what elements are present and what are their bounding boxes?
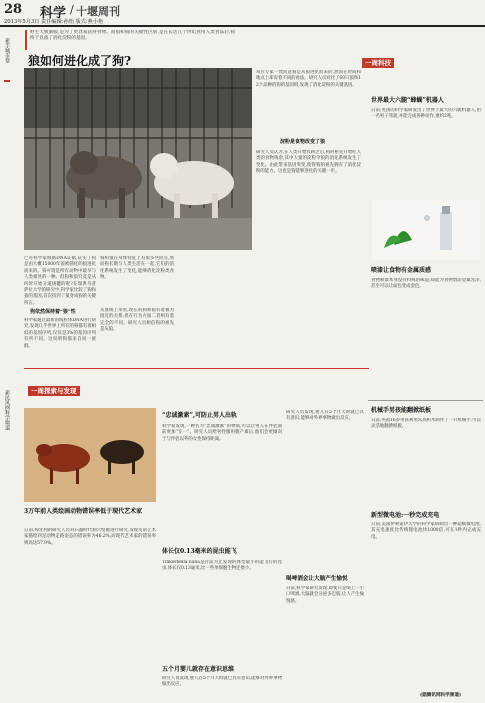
mid-banner-wrap <box>28 378 80 397</box>
right-headline-3: 机械手男孩能翻掀纸板 <box>371 407 432 414</box>
right-divider <box>368 400 483 401</box>
cave-painting <box>24 408 156 502</box>
main-col1-p1: 已有科学家根据DNA证据,证实了狗是由大概15000年前被驯化的狼进化而来的。狗可谓是所有动物中最早与人类相处的一种。但狗和狼究竟是从何时开始分道扬镳的呢?在瑞典乌普萨拉大学的研究中,科学家比较了狗和狼的基因,首次找到了狼变成狗的关键所在。 <box>24 256 96 306</box>
lower-headline-b: 体长仅0.13毫米的昆虫能飞 <box>162 548 237 555</box>
main-headline: 狼如何进化成了狗? <box>28 54 132 68</box>
main-col1-p2: 科学家通过最新的线粒体DNA进行研究,发现几乎世界上所有的狗都有着相似的基因序列,仅仅是3%的基因序列有所不同。这说明狗都来自同一族群。 <box>24 318 96 349</box>
dog-wolf-photo <box>24 68 252 250</box>
right-body-2: 食物喷漆本身没有特殊的味道,却能为食物增添金属光泽,甚至可以让面包变成金色。 <box>371 278 481 290</box>
main-subhead-2: 淀粉是食物改变了狼 <box>280 139 326 145</box>
right-body-4: 日前,美国伊利诺伊大学的科学家研制出一种超级微电池,其充电速度比传统锂电池快1000倍,可在1秒内完成充电。 <box>371 522 481 540</box>
right-headline-4: 新型微电池:一秒完成充电 <box>371 512 440 519</box>
right-body-1: 日前,英国的科学家研发出了世界上最大的六腿机器人,由一名男子驾驶,并能完成各种动作,重约2吨。 <box>371 108 481 120</box>
page-number: 28 <box>4 2 23 17</box>
main-col3-p1: 每位专家一致同意狗是从狼进化而来的,然而在时间和地点上却有着不同的看法。研究人员对比了60只狼和12个品种的狗的基因组,发现了消化淀粉的关键基因。 <box>256 70 361 88</box>
main-col2-p2: 从血统上来看,现在的狗和狼有着极为接近的关系,但在行为方面二者则有着完全的不同。研究人员相信狗的祖先是灰狼。 <box>100 308 174 333</box>
right-body-3: 日前,英国16岁男孩利用乐高积木制作了一只机械手,可以灵活地翻掀纸板。 <box>371 418 481 430</box>
cave-painting-photo <box>24 408 156 502</box>
lower-col-continued: 研究人员发现,婴儿在5个月大时就已具有意识,能够对外界事物做出反应。 <box>286 410 364 422</box>
section-name: 科学 <box>40 6 67 21</box>
main-col3-p2: 研究人员认为,在人类开始农耕之后,狗的祖先开始吃人类的食物残余,其中大量的淀粉令狼的消化系统发生了变化。由此带来基因突变,使得狗的祖先拥有了消化淀粉的能力。这也是狗能够进化的关键一步。 <box>256 150 361 175</box>
weekly-tech-banner: 一周科技 <box>362 58 394 68</box>
lower-headline-a: “忠诚激素”,可防止男人出轨 <box>162 412 237 419</box>
top-right-banner-wrap <box>362 50 394 69</box>
intro-bar <box>25 30 27 50</box>
issue-meta: 2013年5月3日 责任编辑:孙怡 版式:燕小艳 <box>4 19 104 25</box>
paper-name: 十堰周刊 <box>76 5 120 18</box>
explore-banner: 一周探索与发现 <box>28 386 80 396</box>
lower-body-b: Tinkerbella nana是目前为止发现的体型最小的能飞行的昆虫,体长仅0.13毫米,比一些单细胞生物还要小。 <box>162 560 282 572</box>
spray-photo <box>372 200 480 260</box>
right-headline-2: 喷漆让食物有金属质感 <box>371 267 432 274</box>
bottom-left-headline: 3万年前人类绘画动物错误率低于现代艺术家 <box>24 508 143 515</box>
lower-headline-c: 五个月婴儿就存在意识思维 <box>162 666 235 673</box>
side-tag-bottom: 新民风网科学频道 <box>4 390 10 430</box>
intro-text: 野生大被驯服,是为了更容易获得食物。而狼和狗的关键性区别,是在长达几个世纪食用人类食品后,狗终于具备了消化淀粉的基因。 <box>30 30 235 42</box>
right-headline-1: 世界最大六腿“蜂蝴”机器人 <box>371 97 444 104</box>
lower-body-c: 研究人员发现,婴儿在5个月大时就已具有意识,能够对外界事物做出反应。 <box>162 676 282 688</box>
tag-accent <box>4 80 10 82</box>
bottom-left-body: 日前,匈牙利的研究人员对石器时代洞穴壁画进行研究,发现史前艺术家描绘四足动物走路姿态的错误率为46.2%,而现代艺术家的错误率则高达57.9%。 <box>24 528 156 546</box>
lower-body-a: 科学家发现,一种名为“忠诚激素”的物质,可以让男人在伴侣面前更加“专一”。研究人员给男性服用催产素后,他们会更倾向于与伴侣以外的女性保持距离。 <box>162 424 282 442</box>
beer-body: 日前,科学家研究发现,即使只是喝上一小口啤酒,大脑就会分泌多巴胺,让人产生愉悦感。 <box>286 586 364 604</box>
right-source: (据腾讯网科学频道) <box>420 693 462 698</box>
main-subhead-1: 狗依然保持着“狼”性 <box>30 309 76 315</box>
header-rule <box>0 25 485 27</box>
cage-photo <box>24 68 252 250</box>
beer-headline: 喝啤酒会让大脑产生愉悦 <box>286 576 348 582</box>
spray-illustration <box>372 200 480 260</box>
header-separator: / <box>70 3 74 16</box>
side-tag-top: 新手城市帮 <box>4 38 10 63</box>
main-col2-p1: 狗和狼在身体特征上有很多共同点,然而狗长期与人类生活在一起,它们的消化系统发生了变化,能够消化淀粉类食物。 <box>100 256 174 281</box>
